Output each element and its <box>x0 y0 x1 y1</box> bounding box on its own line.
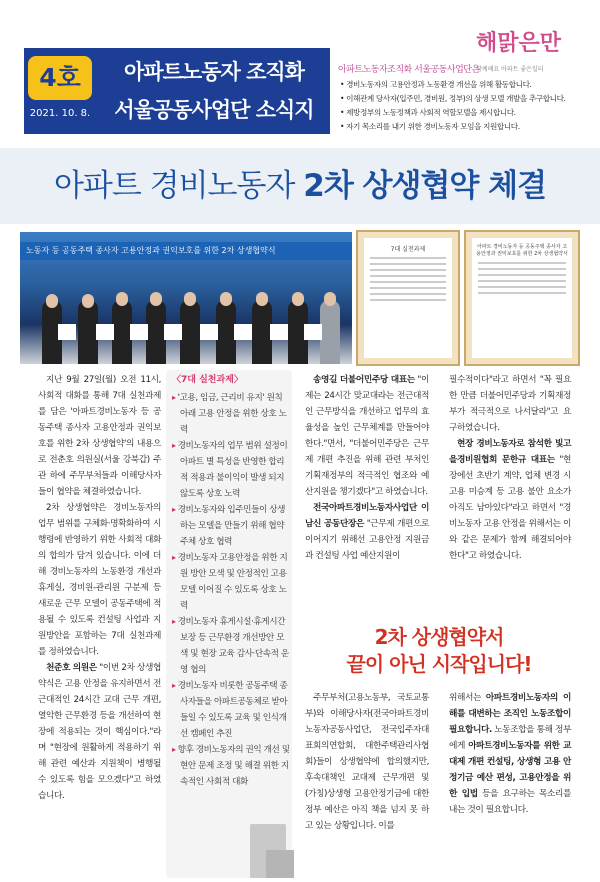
mission-item: • 자기 목소리를 내기 위한 경비노동자 모임을 지원합니다. <box>340 122 520 131</box>
agreement-board <box>200 324 218 340</box>
title-box <box>96 48 330 134</box>
practice-document <box>356 230 460 366</box>
paragraph: 필수적이다"라고 하면서 "꼭 필요한 만큼 더불어민주당과 기획재정부가 적극적으로 나서달라"고 요구하였습니다. <box>449 375 571 433</box>
speaker-name: 현장 경비노동자로 참석한 빛고을경비원협회 문한규 대표는 <box>449 439 571 465</box>
document-line <box>478 286 566 288</box>
paragraph <box>449 690 571 818</box>
document-line <box>478 268 566 270</box>
article-column-4 <box>449 372 571 564</box>
paragraph: 주무부처(고용노동부, 국토교통부)와 이해당사자(전국아파트경비노동자공동사업단, 전국입주자대표회의연합회, 대한주택관리사협회)들이 상생협약에 합의했지만, 후속대책인 교대제 근무개편 및 (가칭)상생형 고용안정기금에 대한 정부 예산은 아직 책을 넘지 못 하고 있는 상황입니다. 이를 <box>305 693 429 831</box>
person <box>146 300 166 364</box>
practice-item: ▸ '고용, 임금, 근리비 유지' 원칙 아래 고용 안정을 위한 상호 노력 <box>172 390 290 438</box>
mission-item: • 이해관계 당사자(입주민, 경비원, 정부)의 상생 모델 개발을 추구합니다. <box>340 94 566 103</box>
practice-item: ▸ 경비노동자의 업무 범위 설정이 아파트 별 특성을 반영한 합리적 적용과 불이익이 발생 되지 않도록 상호 노력 <box>172 438 290 502</box>
newsletter-title-line1: 아파트노동자 조직화 <box>124 60 304 84</box>
slogan: 아파트노동자조직화 서울공동사업단은 <box>338 65 480 75</box>
person <box>252 300 272 364</box>
logo-subtitle: 함께해요 아파트 좋은일터 <box>476 66 544 73</box>
document-line <box>370 281 446 283</box>
paragraph <box>38 660 161 804</box>
speaker-name: 송영길 더불어민주당 대표는 <box>313 375 415 385</box>
agreement-board <box>304 324 322 340</box>
text-run: 위해서는 <box>449 693 486 703</box>
building-illustration <box>266 850 294 878</box>
main-headline: 아파트 경비노동자 2차 상생협약 체결 <box>53 168 547 204</box>
document-title: 7대 실천과제 <box>390 246 426 253</box>
sub-headline-line2: 끝이 아닌 시작입니다! <box>346 652 532 676</box>
agreement-board <box>130 324 148 340</box>
agreement-board <box>96 324 114 340</box>
face <box>116 292 128 306</box>
face <box>184 292 196 306</box>
document-line <box>478 262 566 264</box>
agreement-document <box>464 230 580 366</box>
practice-list <box>172 390 290 790</box>
practice-item: ▸ 경비노동자 휴게시설·휴게시간 보장 등 근무환경 개선방안 모색 및 현장 교육 감사·단속적 운영 협의 <box>172 614 290 678</box>
text-run: 노동조합을 통해 정부에게 <box>449 725 571 751</box>
document-line <box>370 257 446 259</box>
face <box>82 294 94 308</box>
article-column-1 <box>38 372 161 804</box>
practice-box-title: 〈7대 실천과제〉 <box>172 375 243 385</box>
person <box>112 300 132 364</box>
document-line <box>370 287 446 289</box>
speaker-name: 전국아파트경비노동자사업단 이남신 공동단장은 <box>305 503 429 529</box>
face <box>220 292 232 306</box>
document-line <box>370 269 446 271</box>
agreement-board <box>234 324 252 340</box>
text-run: 등을 요구하는 목소리를 내는 것이 필요합니다. <box>449 789 571 815</box>
issue-number: 4호 <box>39 63 81 92</box>
practice-item: ▸ 경비노동자와 입주민들이 상생하는 모델을 만들기 위해 협약 주체 상호 협력 <box>172 502 290 550</box>
sub-headline-line1: 2차 상생협약서 <box>374 625 504 649</box>
person <box>180 300 200 364</box>
ceremony-banner: 노동자 등 공동주택 종사자 고용안정과 권익보호를 위한 2차 상생협약식 <box>20 242 352 260</box>
issue-date: 2021. 10. 8. <box>29 108 91 119</box>
article-column-4-lower <box>449 690 571 818</box>
practice-item: ▸ 경비노동자 고용안정을 위한 지원 방안 모색 및 안정적인 고용 모델 이어질 수 있도록 상호 노력 <box>172 550 290 614</box>
paragraph <box>449 436 571 564</box>
quote: "현장에선 초반기 계약, 업체 변경 시 고용 미승계 등 고용 불안 요소가 아직도 남아있다"라고 하면서 "경비노동자 고용 안정을 위해서는 이와 같은 문제가 함께 해결되어야 한다"고 하였습니다. <box>449 455 571 561</box>
face <box>150 292 162 306</box>
ceremony-photo <box>20 232 352 364</box>
speaker-name: 천준호 의원은 <box>46 663 97 673</box>
face <box>324 292 336 306</box>
practice-item: ▸ 향후 경비노동자의 권익 개선 및 현안 문제 조정 및 해결 위한 지속적인 사회적 대화 <box>172 742 290 790</box>
paragraph: 지난 9월 27일(월) 오전 11시, 사회적 대화를 통해 7대 실천과제를 담은 '아파트경비노동자 등 공동주택 종사자 고용안정과 권익보호를 위한 2차 상생협약'의 내용으로 전춘호 의원실(서울 강북갑) 주관 하에 주무부처들과 이해당사자들이 협약을 체결하였습니다. <box>38 375 161 497</box>
document-line <box>478 280 566 282</box>
document-line <box>370 263 446 265</box>
document-line <box>370 275 446 277</box>
document-page <box>364 238 452 358</box>
mission-item: • 제방정부의 노동정책과 사회적 역할모델을 제시합니다. <box>340 108 516 117</box>
document-line <box>478 274 566 276</box>
practice-item: ▸ 경비노동자 비롯한 공동주택 종사자들을 아파트공동체로 받아들일 수 있도록 교육 및 인식개선 캠페인 추진 <box>172 678 290 742</box>
paragraph <box>305 500 429 564</box>
sub-headline <box>305 624 573 678</box>
logo: 해맑은만 <box>476 31 562 56</box>
paragraph: 2차 상생협약은 경비노동자의 업무 범위를 구체화·명확화하여 시행령에 반영하기 위한 사회적 대화의 합의가 담겨 있습니다. 이에 더해 경비노동자의 노동환경 개선과 휴게실, 경비원-관리원 구분제 등 새로운 근무 모델이 공동주택에 적용될 수 있도록 컨설팅 사업과 지원방안을 포함하는 7대 실천과제를 정하였습니다. <box>38 503 161 657</box>
newsletter-title-line2: 서울공동사업단 소식지 <box>114 98 314 122</box>
paragraph <box>305 372 429 500</box>
document-line <box>370 299 446 301</box>
agreement-board <box>164 324 182 340</box>
mission-list <box>340 78 590 134</box>
agreement-board <box>270 324 288 340</box>
document-line <box>478 292 566 294</box>
document-title: 아파트 경비노동자 등 공동주택 종사자 고용안정과 권익보호를 위한 2차 상생협약서 <box>476 244 568 257</box>
article-column-3-lower <box>305 690 429 834</box>
person <box>78 300 98 364</box>
quote: "근무제 개편으로 이어지기 위해선 고용안정 지원금과 컨설팅 사업 예산지원이 <box>305 519 430 561</box>
person <box>216 300 236 364</box>
face <box>292 292 304 306</box>
face <box>256 292 268 306</box>
document-page <box>472 238 572 358</box>
face <box>46 294 58 308</box>
document-line <box>370 293 446 295</box>
quote: "이제는 24시간 맞교대라는 전근대적인 근무방식을 개선하고 업무의 효율성을 높인 근무체계를 만들어야 한다."면서, "더불어민주당은 근무제 개편 추진을 위해 관련 부처인 기획재정부의 적극적인 협조와 예산지원을 챙기겠다"고 하였습니다. <box>305 375 429 497</box>
masthead <box>0 0 600 140</box>
quote: "이번 2차 상생협약식은 고용 안정을 유지하면서 전근대적인 24시간 교대 근무 개편, 열악한 근무환경 등을 개선하여 현장에 적용되는 것이 핵심이다."라며 "현장에 원활하게 적용하기 위해 관련 예산과 지원책이 병행될 수 있도록 힘을 모으겠다"고 하였습니다. <box>38 663 162 801</box>
article-column-3 <box>305 372 429 564</box>
person <box>320 300 340 364</box>
agreement-board <box>58 324 76 340</box>
emphasis: 아파트경비노동자를 위한 교대제 개편 컨설팅, 상생형 고용 안정기금 예산 편성, 고용안정을 위한 입법 <box>449 741 571 799</box>
mission-item: • 경비노동자의 고용안정과 노동환경 개선을 위해 활동합니다. <box>340 80 532 89</box>
emphasis: 아파트경비노동자의 이해를 대변하는 조직인 노동조합이 필요합니다. <box>449 693 571 735</box>
